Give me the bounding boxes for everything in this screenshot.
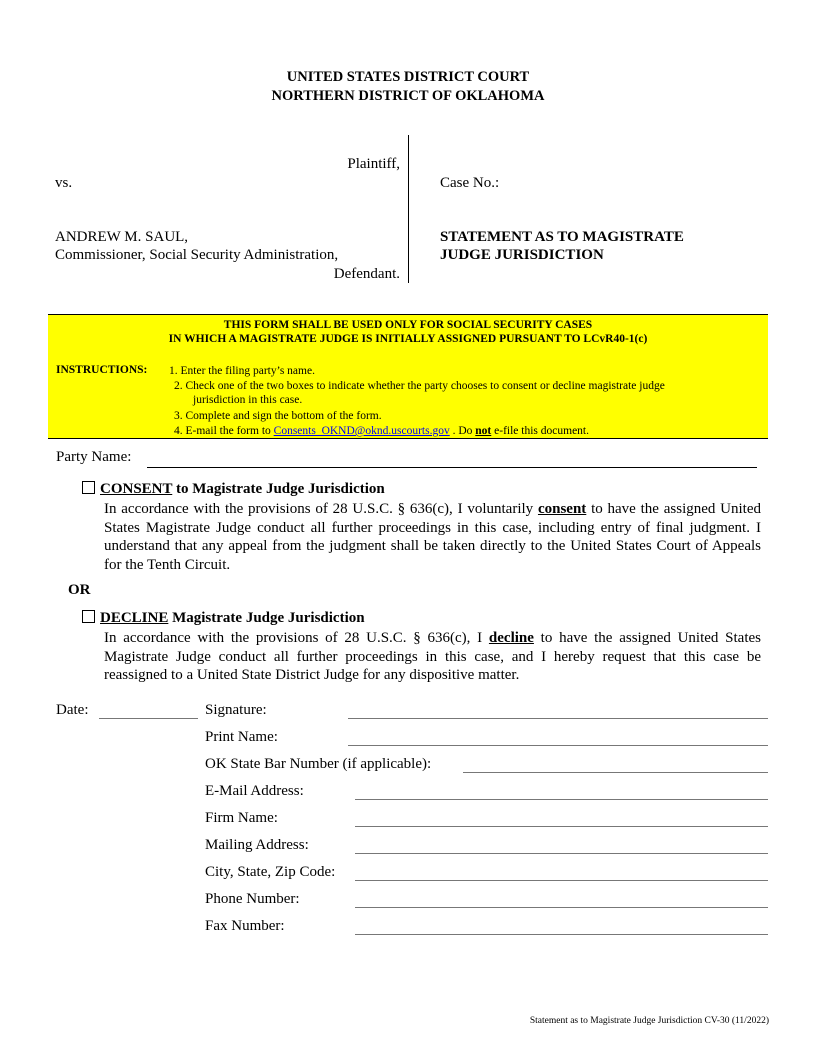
fax-number-field[interactable]	[355, 933, 768, 935]
statement-title-line1: STATEMENT AS TO MAGISTRATE	[440, 229, 684, 245]
firm-name-field[interactable]	[355, 825, 768, 827]
instruction-step-1: 1. Enter the filing party’s name.	[169, 365, 315, 377]
or-label: OR	[68, 582, 91, 598]
decline-option[interactable]	[82, 610, 365, 627]
mailing-address-field[interactable]	[355, 852, 768, 854]
consent-para-keyword: consent	[537, 501, 587, 517]
instruction-step-3: 3. Complete and sign the bottom of the form.	[174, 410, 382, 422]
decline-para-keyword: decline	[488, 630, 534, 646]
consents-email-link[interactable]: Consents_OKND@oknd.uscourts.gov	[273, 425, 450, 437]
step4-not: not	[475, 425, 492, 437]
city-state-zip-field[interactable]	[355, 879, 768, 881]
defendant-label: Defendant.	[333, 266, 400, 282]
party-name-label: Party Name:	[56, 449, 132, 465]
date-field[interactable]	[99, 717, 198, 719]
consent-keyword: CONSENT	[100, 481, 173, 497]
form-footer: Statement as to Magistrate Judge Jurisdiction CV-30 (11/2022)	[529, 1016, 769, 1026]
bar-number-label: OK State Bar Number (if applicable):	[205, 756, 432, 772]
signature-label: Signature:	[205, 702, 267, 718]
mailing-address-label: Mailing Address:	[205, 837, 309, 853]
step4-prefix: 4. E-mail the form to	[174, 425, 274, 437]
email-field[interactable]	[355, 798, 768, 800]
decline-paragraph	[104, 629, 761, 685]
caption-divider	[408, 135, 409, 283]
decline-checkbox[interactable]	[82, 610, 95, 623]
email-label: E-Mail Address:	[205, 783, 304, 799]
defendant-name: ANDREW M. SAUL,	[55, 229, 189, 245]
consent-checkbox[interactable]	[82, 481, 95, 494]
consent-para-before: In accordance with the provisions of 28 U.S.C. § 636(c), I voluntarily	[104, 501, 538, 517]
banner-heading-2: IN WHICH A MAGISTRATE JUDGE IS INITIALLY ASSIGNED PURSUANT TO LCvR40-1(c)	[168, 333, 648, 345]
consent-option[interactable]	[82, 481, 385, 498]
decline-keyword: DECLINE	[100, 610, 169, 626]
signature-field[interactable]	[348, 717, 768, 719]
instruction-step-2-cont: jurisdiction in this case.	[193, 394, 303, 406]
case-no-label: Case No.:	[440, 175, 500, 191]
instruction-step-4	[174, 424, 589, 439]
phone-number-label: Phone Number:	[205, 891, 300, 907]
instruction-step-2: 2. Check one of the two boxes to indicate whether the party chooses to consent or decline magistrate judge	[174, 380, 665, 392]
banner-heading-1: THIS FORM SHALL BE USED ONLY FOR SOCIAL SECURITY CASES	[223, 319, 593, 331]
print-name-label: Print Name:	[205, 729, 278, 745]
consent-heading-rest: to Magistrate Judge Jurisdiction	[172, 481, 385, 497]
statement-title-line2: JUDGE JURISDICTION	[440, 247, 604, 263]
city-state-zip-label: City, State, Zip Code:	[205, 864, 336, 880]
vs-label: vs.	[55, 175, 73, 191]
court-district: NORTHERN DISTRICT OF OKLAHOMA	[271, 88, 545, 104]
plaintiff-label: Plaintiff,	[347, 156, 400, 172]
defendant-title: Commissioner, Social Security Administration,	[55, 247, 339, 263]
consent-paragraph	[104, 500, 761, 574]
date-label: Date:	[56, 702, 89, 718]
print-name-field[interactable]	[348, 744, 768, 746]
step4-suffix: e-file this document.	[491, 425, 589, 437]
phone-number-field[interactable]	[355, 906, 768, 908]
step4-mid: . Do	[449, 425, 476, 437]
decline-heading-rest: Magistrate Judge Jurisdiction	[168, 610, 365, 626]
firm-name-label: Firm Name:	[205, 810, 278, 826]
decline-para-after: to have the assigned United States Magistrate Judge conduct all further proceedings in this case, and I hereby request that this case be reassigned to a United State District Judge for any dispositive matter.	[104, 630, 761, 683]
bar-number-field[interactable]	[463, 771, 768, 773]
party-name-field[interactable]	[147, 466, 757, 468]
instructions-banner	[48, 314, 768, 439]
decline-para-before: In accordance with the provisions of 28 U.S.C. § 636(c), I	[104, 630, 489, 646]
instructions-label: INSTRUCTIONS:	[56, 364, 148, 376]
consent-para-after: to have the assigned United States Magistrate Judge conduct all further proceedings in this case, including entry of final judgment. I understand that any appeal from the judgment shall be taken directly to the United States Court of Appeals for the Tenth Circuit.	[104, 501, 761, 573]
fax-number-label: Fax Number:	[205, 918, 285, 934]
court-name: UNITED STATES DISTRICT COURT	[286, 69, 530, 85]
